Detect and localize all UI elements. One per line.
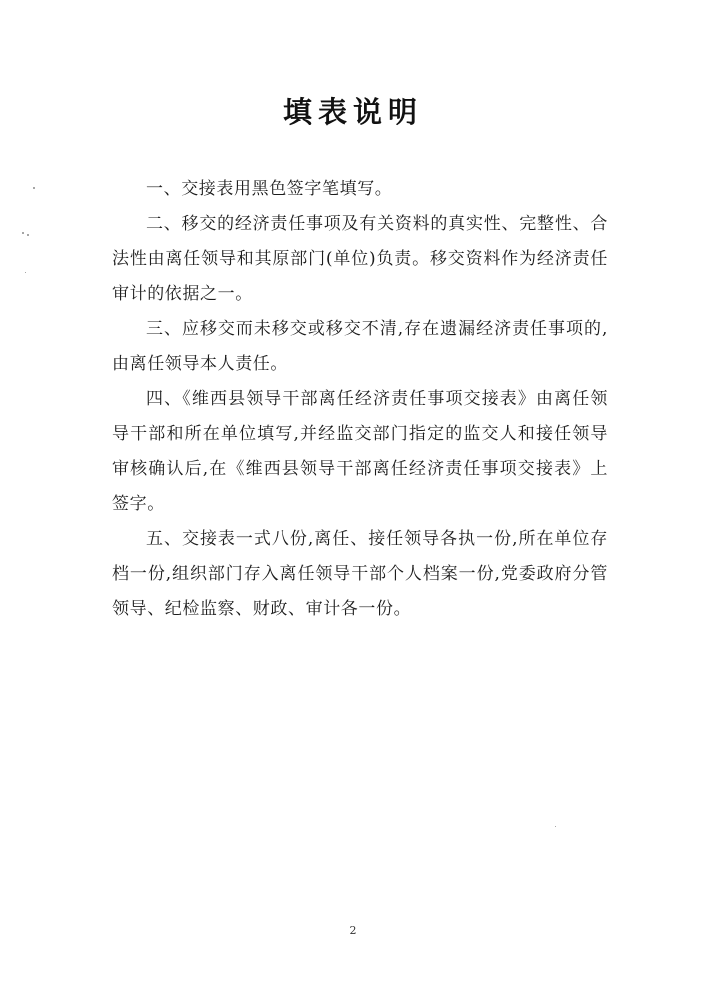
scan-speck bbox=[27, 234, 29, 236]
paragraph-1: 一、交接表用黑色签字笔填写。 bbox=[146, 179, 393, 199]
paragraph-3: 三、应移交而未移交或移交不清,存在遗漏经济责任事项的,由离任领导本人责任。 bbox=[112, 319, 608, 374]
scan-speck bbox=[25, 272, 26, 273]
paragraph-2: 二、移交的经济责任事项及有关资料的真实性、完整性、合法性由离任领导和其原部门(单位)负责。移交资料作为经济责任审计的依据之一。 bbox=[112, 214, 608, 304]
page-number: 2 bbox=[349, 924, 357, 937]
paragraph-5: 五、交接表一式八份,离任、接任领导各执一份,所在单位存档一份,组织部门存入离任领导干部个人档案一份,党委政府分管领导、纪检监察、财政、审计各一份。 bbox=[112, 529, 608, 619]
document-body bbox=[112, 172, 608, 627]
scan-speck bbox=[555, 826, 556, 827]
document-title: 填表说明 bbox=[282, 95, 423, 129]
scan-speck bbox=[22, 232, 24, 234]
paragraph-4: 四、《维西县领导干部离任经济责任事项交接表》由离任领导干部和所在单位填写,并经监交部门指定的监交人和接任领导审核确认后,在《维西县领导干部离任经济责任事项交接表》上签字。 bbox=[112, 389, 608, 514]
scan-speck bbox=[33, 187, 35, 189]
